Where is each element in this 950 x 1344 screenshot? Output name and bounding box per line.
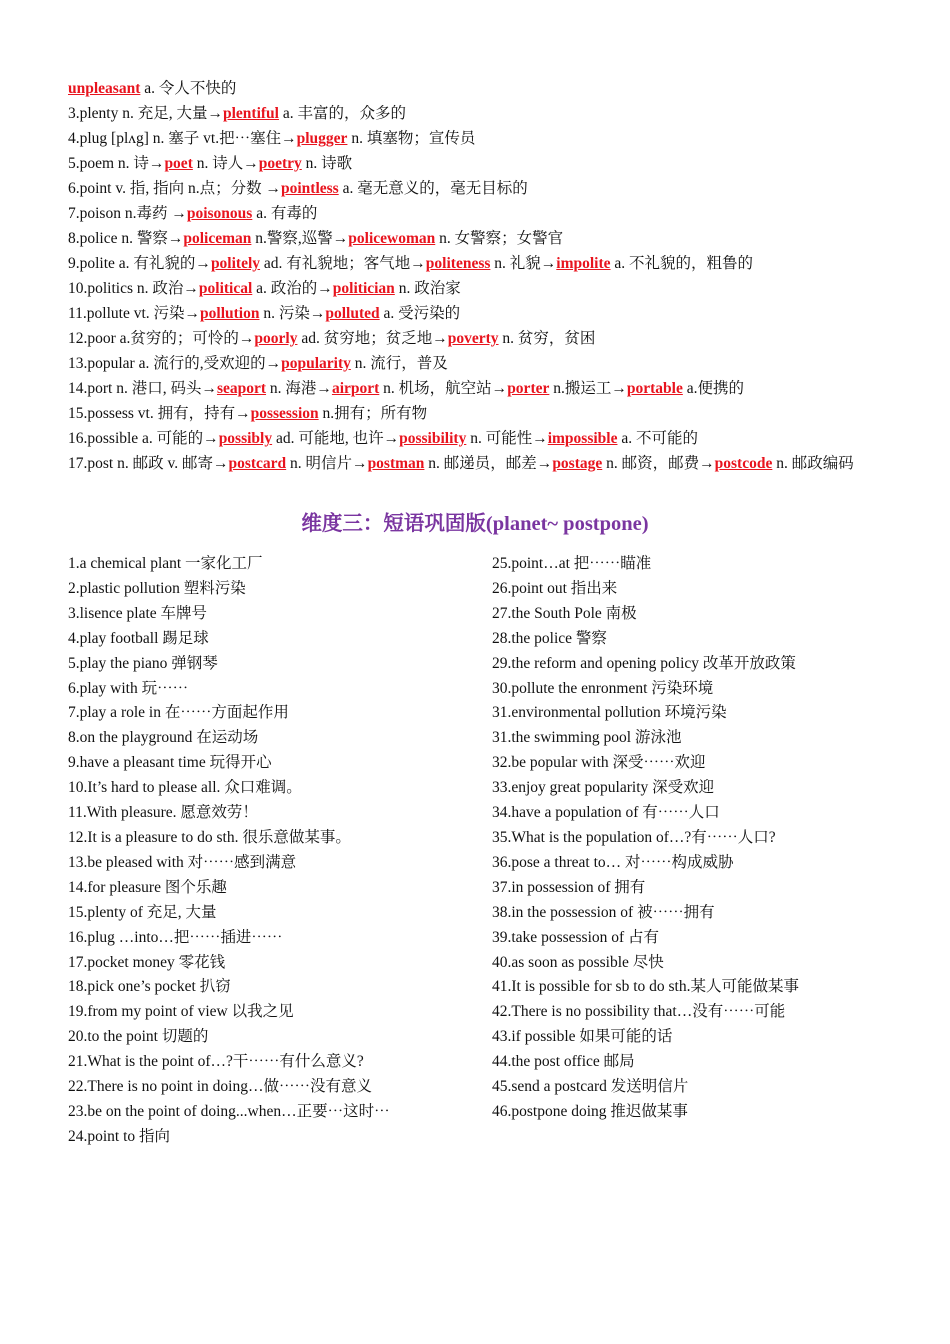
entry-text: a.便携的 [682, 380, 744, 397]
entry-text: 15.possess vt. 拥有，持有→ [68, 405, 251, 422]
phrase-item: 16.plug …into…把⋯⋯插进⋯⋯ [68, 928, 283, 946]
entry-text: 10.politics n. 政治→ [68, 280, 199, 297]
phrase-item: 12.It is a pleasure to do sth. 很乐意做某事。 [68, 828, 351, 846]
phrase-item: 22.There is no point in doing…做⋯⋯没有意义 [68, 1078, 372, 1096]
entry-text: 11.pollute vt. 污染→ [68, 305, 201, 322]
phrase-item: 19.from my point of view 以我之见 [68, 1003, 294, 1021]
word-entry [68, 201, 888, 226]
entry-text: n. 诗歌 [301, 155, 353, 172]
highlighted-derivative: possibly [218, 430, 273, 447]
phrase-item: 4.play football 踢足球 [68, 629, 209, 647]
entry-text: 5.poem n. 诗→ [68, 155, 165, 172]
phrase-item: 17.pocket money 零花钱 [68, 953, 226, 971]
highlighted-derivative: seaport [216, 380, 267, 397]
entry-text: ad. 有礼貌地；客气地→ [260, 255, 426, 272]
entry-text: ad. 贫穷地；贫乏地→ [297, 330, 448, 347]
highlighted-derivative: politeness [425, 255, 491, 272]
phrase-item: 45.send a postcard 发送明信片 [492, 1078, 689, 1096]
word-entry [68, 451, 888, 476]
phrase-item: 2.plastic pollution 塑料污染 [68, 579, 246, 597]
phrase-item: 30.pollute the enronment 污染环境 [492, 679, 714, 697]
highlighted-derivative: unpleasant [68, 80, 141, 97]
entry-text: n.搬运工→ [549, 380, 627, 397]
phrase-item: 39.take possession of 占有 [492, 928, 660, 946]
entry-text: n. 邮递员，邮差→ [424, 455, 553, 472]
phrase-item: 10.It’s hard to please all. 众口难调。 [68, 779, 302, 797]
entry-text: n. 邮资，邮费→ [602, 455, 715, 472]
highlighted-derivative: porter [507, 380, 550, 397]
highlighted-derivative: plugger [296, 130, 348, 147]
phrase-item: 8.on the playground 在运动场 [68, 729, 259, 747]
word-entry [68, 301, 888, 326]
word-entry [68, 226, 888, 251]
phrase-item: 20.to the point 切题的 [68, 1028, 209, 1046]
phrase-item: 33.enjoy great popularity 深受欢迎 [492, 779, 715, 797]
highlighted-derivative: poetry [258, 155, 302, 172]
phrase-item: 46.postpone doing 推迟做某事 [492, 1102, 688, 1120]
phrase-item: 32.be popular with 深受⋯⋯欢迎 [492, 754, 706, 772]
entry-text: n. 邮政编码 [772, 455, 854, 472]
entry-text: a. 有毒的 [252, 205, 318, 222]
word-entry [68, 176, 888, 201]
phrase-item: 37.in possession of 拥有 [492, 878, 646, 896]
phrase-list-left [68, 552, 468, 1150]
phrase-item: 36.pose a threat to… 对⋯⋯构成威胁 [492, 853, 734, 871]
word-entry [68, 326, 888, 351]
phrase-item: 41.It is possible for sb to do sth.某人可能做某事 [492, 978, 799, 996]
highlighted-derivative: political [198, 280, 253, 297]
entry-text: a. 毫无意义的，毫无目标的 [338, 180, 528, 197]
entry-text: n.拥有；所有物 [318, 405, 428, 422]
highlighted-derivative: politician [332, 280, 395, 297]
highlighted-derivative: possibility [399, 430, 467, 447]
entry-text: n. 明信片→ [286, 455, 368, 472]
highlighted-derivative: postage [552, 455, 603, 472]
phrase-item: 5.play the piano 弹钢琴 [68, 654, 218, 672]
word-entry [68, 351, 888, 376]
entry-text: 8.police n. 警察→ [68, 230, 184, 247]
phrase-item: 42.There is no possibility that…没有⋯⋯可能 [492, 1003, 786, 1021]
phrase-item: 35.What is the population of…?有⋯⋯人口? [492, 828, 776, 846]
entry-text: n. 礼貌→ [490, 255, 557, 272]
entry-text: n. 流行，普及 [350, 355, 448, 372]
entry-text: n. 贫穷，贫困 [498, 330, 596, 347]
entry-text: ad. 可能地, 也许→ [272, 430, 400, 447]
phrase-item: 25.point…at 把⋯⋯瞄准 [492, 555, 652, 572]
phrase-item: 18.pick one’s pocket 扒窃 [68, 978, 231, 996]
entry-text: 17.post n. 邮政 v. 邮寄→ [68, 455, 229, 472]
phrase-item: 6.play with 玩⋯⋯ [68, 679, 189, 697]
highlighted-derivative: portable [626, 380, 683, 397]
phrase-item: 27.the South Pole 南极 [492, 604, 637, 622]
entry-text: n. 可能性→ [466, 430, 548, 447]
phrase-item: 43.if possible 如果可能的话 [492, 1028, 673, 1046]
entry-text: n. 政治家 [394, 280, 461, 297]
entry-text: 16.possible a. 可能的→ [68, 430, 219, 447]
highlighted-derivative: impolite [556, 255, 611, 272]
highlighted-derivative: airport [331, 380, 380, 397]
highlighted-derivative: possession [250, 405, 319, 422]
word-entry [68, 251, 888, 276]
highlighted-derivative: polluted [325, 305, 380, 322]
highlighted-derivative: postcode [714, 455, 773, 472]
phrase-item: 24.point to 指向 [68, 1127, 171, 1145]
entry-text: a. 受污染的 [379, 305, 461, 322]
phrase-item: 13.be pleased with 对⋯⋯感到满意 [68, 853, 297, 871]
highlighted-derivative: postcard [228, 455, 287, 472]
highlighted-derivative: plentiful [223, 105, 279, 122]
word-entry [68, 426, 888, 451]
phrase-item: 1.a chemical plant 一家化工厂 [68, 555, 263, 572]
entry-text: 12.poor a.贫穷的；可怜的→ [68, 330, 255, 347]
highlighted-derivative: poisonous [186, 205, 253, 222]
word-derivation-list [68, 76, 888, 476]
phrase-list-right [492, 552, 892, 1125]
section-title: 维度三：短语巩固版(planet~ postpone) [301, 513, 649, 535]
entry-text: n. 女警察；女警官 [435, 230, 564, 247]
word-entry [68, 151, 888, 176]
entry-text: n. 填塞物；宣传员 [347, 130, 476, 147]
entry-text: 6.point v. 指, 指向 n.点；分数 → [68, 180, 281, 197]
word-entry [68, 276, 888, 301]
entry-text: 13.popular a. 流行的,受欢迎的→ [68, 355, 282, 372]
highlighted-derivative: poorly [254, 330, 298, 347]
phrase-item: 23.be on the point of doing...when…正要⋯这时⋯ [68, 1102, 390, 1120]
phrase-item: 26.point out 指出来 [492, 579, 618, 597]
entry-text: 14.port n. 港口, 码头→ [68, 380, 217, 397]
highlighted-derivative: pointless [280, 180, 339, 197]
highlighted-derivative: poet [164, 155, 193, 172]
word-entry [68, 76, 888, 101]
entry-text: a. 不可能的 [617, 430, 698, 447]
entry-text: 7.poison n.毒药 → [68, 205, 187, 222]
word-entry [68, 401, 888, 426]
phrase-item: 31.environmental pollution 环境污染 [492, 704, 727, 722]
entry-text: 9.polite a. 有礼貌的→ [68, 255, 211, 272]
phrase-item: 11.With pleasure. 愿意效劳！ [68, 804, 258, 822]
word-entry [68, 376, 888, 401]
phrase-item: 21.What is the point of…?干⋯⋯有什么意义? [68, 1053, 364, 1071]
phrase-item: 7.play a role in 在⋯⋯方面起作用 [68, 704, 289, 722]
highlighted-derivative: politely [210, 255, 261, 272]
entry-text: n. 海港→ [266, 380, 332, 397]
phrase-item: 38.in the possession of 被⋯⋯拥有 [492, 903, 715, 921]
entry-text: n.警察,巡警→ [251, 230, 349, 247]
phrase-item: 15.plenty of 充足, 大量 [68, 903, 217, 921]
entry-text: a. 丰富的，众多的 [278, 105, 406, 122]
phrase-item: 40.as soon as possible 尽快 [492, 953, 664, 971]
highlighted-derivative: pollution [200, 305, 260, 322]
entry-text: n. 诗人→ [192, 155, 259, 172]
highlighted-derivative: policewoman [348, 230, 436, 247]
phrase-item: 29.the reform and opening policy 改革开放政策 [492, 654, 796, 672]
phrase-item: 9.have a pleasant time 玩得开心 [68, 754, 272, 772]
phrase-item: 14.for pleasure 图个乐趣 [68, 878, 227, 896]
phrase-item: 3.lisence plate 车牌号 [68, 604, 208, 622]
phrase-item: 28.the police 警察 [492, 629, 607, 647]
entry-text: n. 机场，航空站→ [379, 380, 508, 397]
phrase-item: 31.the swimming pool 游泳池 [492, 729, 682, 747]
entry-text: n. 污染→ [259, 305, 326, 322]
highlighted-derivative: poverty [447, 330, 499, 347]
entry-text: a. 政治的→ [252, 280, 333, 297]
entry-text: a. 不礼貌的，粗鲁的 [610, 255, 754, 272]
entry-text: a. 令人不快的 [140, 80, 237, 97]
phrase-item: 34.have a population of 有⋯⋯人口 [492, 804, 720, 822]
highlighted-derivative: popularity [281, 355, 351, 372]
phrase-item: 44.the post office 邮局 [492, 1053, 635, 1071]
entry-text: 4.plug [plʌg] n. 塞子 vt.把⋯塞住→ [68, 130, 297, 147]
word-entry [68, 126, 888, 151]
word-entry [68, 101, 888, 126]
highlighted-derivative: impossible [547, 430, 618, 447]
entry-text: 3.plenty n. 充足, 大量→ [68, 105, 223, 122]
highlighted-derivative: policeman [183, 230, 252, 247]
highlighted-derivative: postman [367, 455, 425, 472]
